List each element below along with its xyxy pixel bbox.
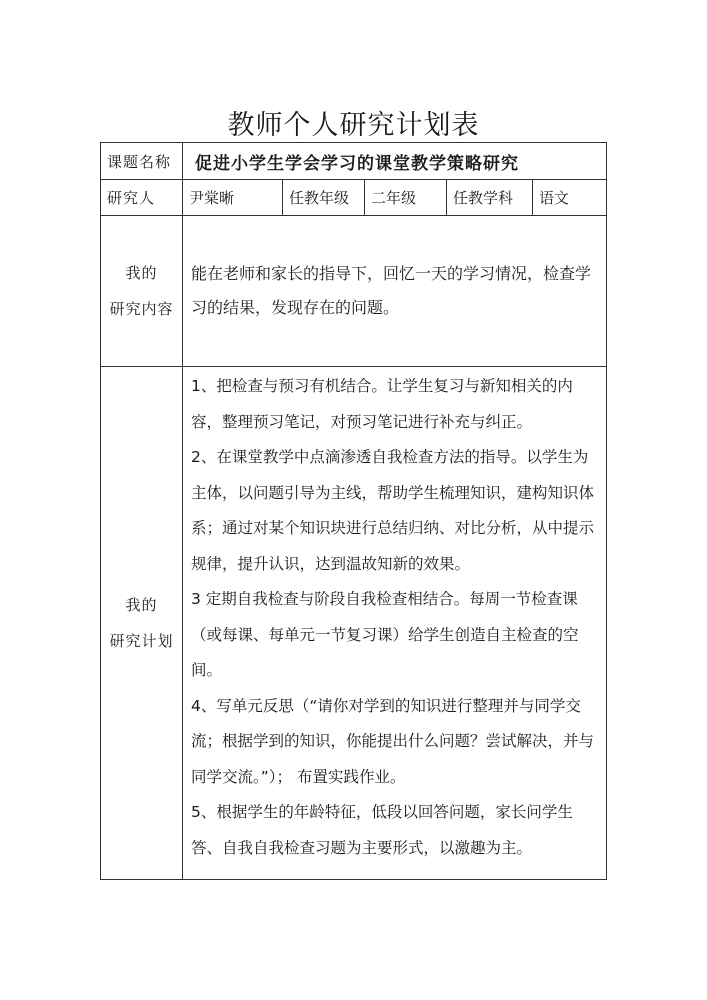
topic-label: 课题名称 [101, 143, 183, 180]
plan-item-1: 1、把检查与预习有机结合。让学生复习与新知相关的内容，整理预习笔记，对预习笔记进行补充与纠正。 [191, 377, 573, 431]
research-content-label-line1: 我的 [125, 264, 158, 282]
subject-value: 语文 [533, 180, 607, 216]
research-plan-body [183, 367, 607, 880]
topic-value: 促进小学生学会学习的课堂教学策略研究 [183, 143, 607, 180]
research-plan-label-line1: 我的 [125, 596, 158, 614]
grade-label: 任教年级 [283, 180, 365, 216]
research-plan-label-line2: 研究计划 [109, 632, 174, 650]
plan-item-3: 3 定期自我检查与阶段自我检查相结合。每周一节检查课（或每课、每单元一节复习课）给学生创造自主检查的空间。 [191, 590, 579, 679]
research-content-text: 能在老师和家长的指导下，回忆一天的学习情况，检查学习的结果，发现存在的问题。 [183, 216, 607, 367]
plan-item-4: 4、写单元反思（“请你对学到的知识进行整理并与同学交流；根据学到的知识，你能提出什么问题？尝试解决，并与同学交流。”）； 布置实践作业。 [191, 696, 595, 786]
researcher-label: 研究人 [101, 180, 183, 216]
page-title: 教师个人研究计划表 [227, 110, 480, 141]
research-plan-row [101, 367, 607, 880]
research-content-label-line2: 研究内容 [109, 300, 174, 318]
plan-item-5: 5、根据学生的年龄特征，低段以回答问题，家长问学生答、自我自我检查习题为主要形式，以激趣为主。 [191, 803, 573, 857]
researcher-value: 尹棠晰 [183, 180, 283, 216]
research-plan-table [100, 142, 607, 880]
subject-label: 任教学科 [447, 180, 533, 216]
research-content-row [101, 216, 607, 367]
research-plan-label [101, 367, 183, 880]
grade-value: 二年级 [365, 180, 447, 216]
researcher-row [101, 180, 607, 216]
plan-item-2: 2、在课堂教学中点滴渗透自我检查方法的指导。以学生为主体，以问题引导为主线，帮助学生梳理知识，建构知识体系；通过对某个知识块进行总结归纳、对比分析，从中提示规律，提升认识，达到温故知新的效果。 [191, 448, 595, 573]
research-content-label [101, 216, 183, 367]
topic-row [101, 143, 607, 180]
